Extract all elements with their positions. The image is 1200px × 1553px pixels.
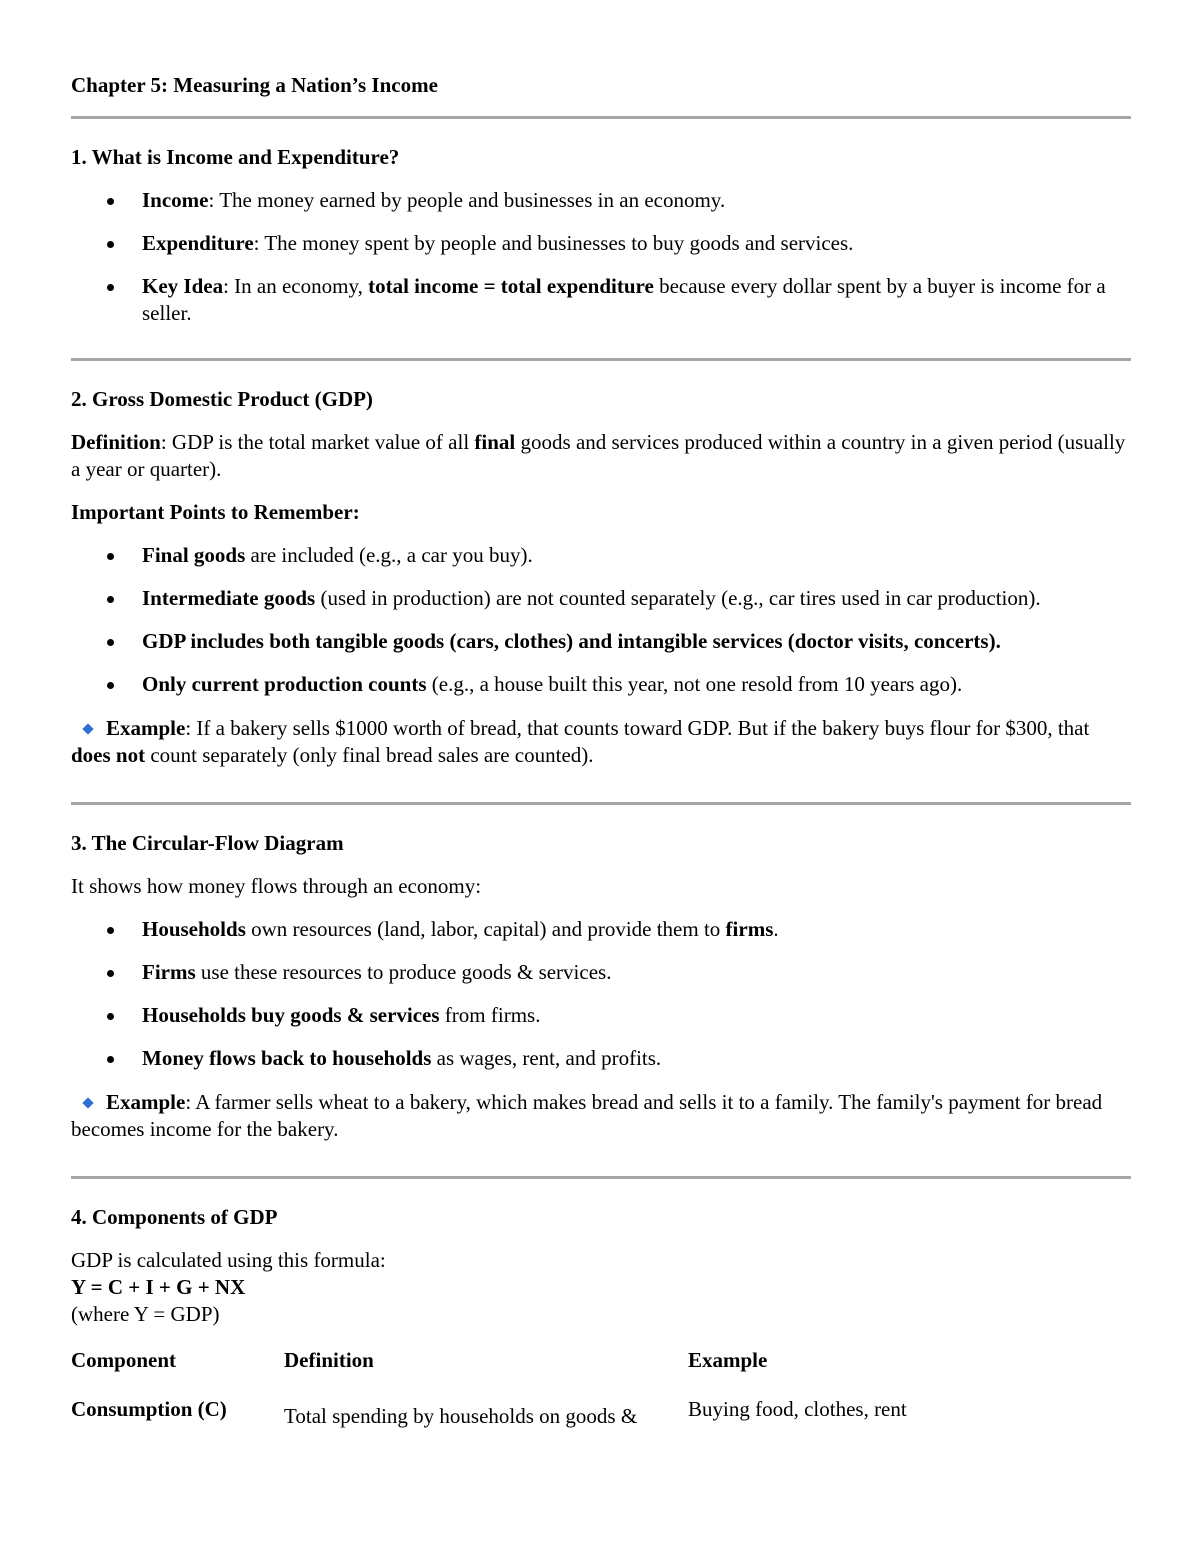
bullet-icon [107,596,114,603]
section-2-heading: 2. Gross Domestic Product (GDP) [71,387,373,411]
cell-text: Consumption (C) [71,1397,227,1421]
text: (used in production) are not counted separately (e.g., car tires used in car production). [315,586,1041,610]
table-cell-definition: Total spending by households on goods & [284,1404,638,1428]
section-4-heading: 4. Components of GDP [71,1205,278,1229]
diamond-icon [82,1097,93,1108]
formula-intro: GDP is calculated using this formula: [71,1248,386,1272]
term: Money flows back to households [142,1046,432,1070]
document-page [71,71,1131,1437]
table-header-definition [284,1347,374,1374]
header-text: Component [71,1348,177,1372]
bullet-icon [107,1056,114,1063]
list-item [71,542,1131,569]
term: Households buy goods & services [142,1003,440,1027]
bullet-icon [107,970,114,977]
text: because every dollar spent by a buyer is income for a seller. [142,274,1106,325]
section-3-list [71,916,1131,1072]
text: count separately (only final bread sales are counted). [145,743,594,767]
term: Definition [71,430,161,454]
points-heading: Important Points to Remember: [71,500,360,524]
text: . [773,917,779,941]
term: Households [142,917,246,941]
formula-note: (where Y = GDP) [71,1302,220,1326]
text: : In an economy, [223,274,369,298]
section-divider [71,802,1131,805]
section-divider [71,1176,1131,1179]
list-item [71,628,1131,655]
text: from firms. [439,1003,541,1027]
bullet-icon [107,198,114,205]
section-divider [71,358,1131,361]
components-table [71,1347,1131,1437]
text: use these resources to produce goods & services. [195,960,612,984]
section-3-heading: 3. The Circular-Flow Diagram [71,831,344,855]
intro-paragraph: It shows how money flows through an economy: [71,874,482,898]
list-item [71,1002,1131,1029]
table-cell-component [71,1396,227,1423]
section-divider [71,116,1131,119]
example-paragraph [71,715,1131,769]
list-item [71,230,1131,257]
text: : The money spent by people and businesses to buy goods and services. [253,231,854,255]
text: (e.g., a house built this year, not one resold from 10 years ago). [426,672,963,696]
text: : GDP is the total market value of all [160,430,475,454]
list-item [71,187,1131,214]
term: Example [106,1090,186,1114]
header-text: Example [688,1348,768,1372]
diamond-icon [82,723,93,734]
emphasis: total income = total expenditure [368,274,654,298]
list-item [71,1045,1131,1072]
term: Income [142,188,209,212]
text: : The money earned by people and businesses in an economy. [208,188,726,212]
bullet-icon [107,1013,114,1020]
text: goods and services produced within a country in a given period (usually a year or quarter). [71,430,1126,481]
list-item [71,585,1131,612]
page-title: Chapter 5: Measuring a Nation’s Income [71,73,438,97]
text: : If a bakery sells $1000 worth of bread, that counts toward GDP. But if the bakery buys flour for $300, that [185,716,1090,740]
table-cell-example: Buying food, clothes, rent [688,1397,907,1421]
list-item [71,273,1131,327]
section-1-list [71,187,1131,327]
list-item [71,916,1131,943]
formula [71,1274,1131,1301]
text: are included (e.g., a car you buy). [245,543,533,567]
term: Key Idea [142,274,224,298]
example-paragraph [71,1089,1131,1143]
list-item [71,959,1131,986]
term: Expenditure [142,231,254,255]
emphasis: final [474,430,516,454]
term: GDP includes both tangible goods (cars, clothes) and intangible services (doctor visits, concerts). [142,629,1001,653]
term: Example [106,716,186,740]
section-1-heading: 1. What is Income and Expenditure? [71,145,400,169]
term: Only current production counts [142,672,427,696]
formula-text: Y = C + I + G + NX [71,1275,246,1299]
list-item [71,671,1131,698]
term: Intermediate goods [142,586,316,610]
term: Final goods [142,543,246,567]
bullet-icon [107,553,114,560]
bullet-icon [107,639,114,646]
bullet-icon [107,682,114,689]
text: own resources (land, labor, capital) and provide them to [245,917,726,941]
header-text: Definition [284,1348,374,1372]
definition-paragraph [71,429,1131,483]
bullet-icon [107,241,114,248]
text: : A farmer sells wheat to a bakery, which makes bread and sells it to a family. The family's payment for bread becomes income for the bakery. [71,1090,1103,1141]
section-2-list [71,542,1131,698]
table-header-component [71,1347,176,1374]
emphasis: does not [71,743,146,767]
emphasis: firms [725,917,774,941]
bullet-icon [107,284,114,291]
term: Firms [142,960,196,984]
text: as wages, rent, and profits. [431,1046,662,1070]
bullet-icon [107,927,114,934]
table-header-example [688,1347,767,1374]
